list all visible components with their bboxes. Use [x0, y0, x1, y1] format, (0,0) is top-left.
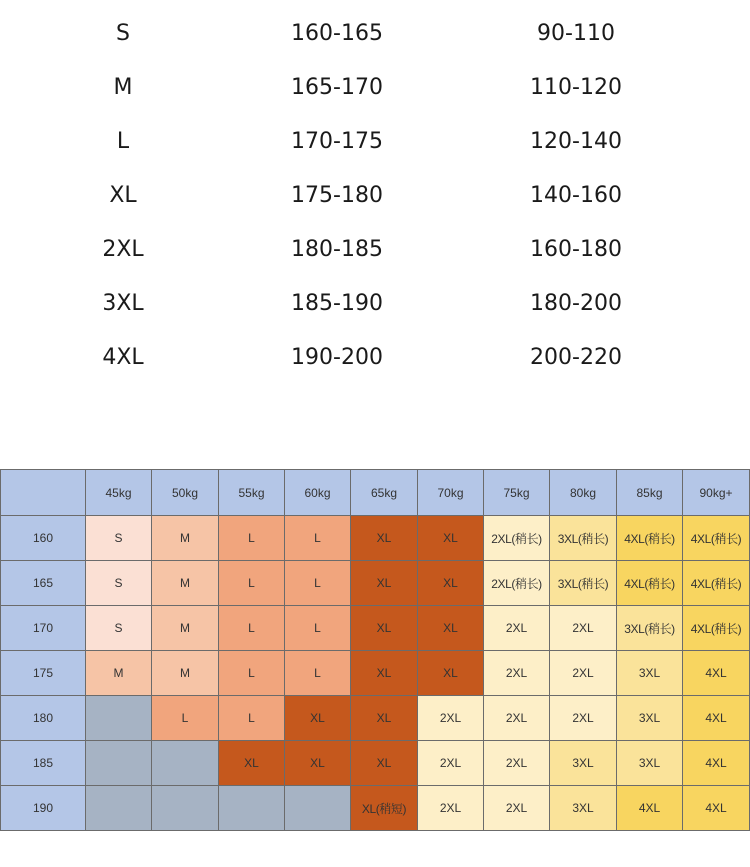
size-cell: XL — [418, 606, 484, 651]
size-cell: XL(稍短) — [351, 786, 418, 831]
size-cell: 3XL — [550, 786, 617, 831]
size-cell: M — [86, 651, 152, 696]
height-range: 170-175 — [291, 129, 383, 154]
height-header: 180 — [1, 696, 86, 741]
height-header: 175 — [1, 651, 86, 696]
size-cell — [152, 786, 219, 831]
weight-header: 85kg — [617, 470, 683, 516]
table-row — [1, 786, 750, 831]
size-cell: XL — [351, 561, 418, 606]
height-range: 165-170 — [291, 75, 383, 100]
size-cell: XL — [351, 606, 418, 651]
size-cell: 3XL — [617, 741, 683, 786]
size-cell — [86, 786, 152, 831]
size-cell: 3XL — [617, 696, 683, 741]
size-label: M — [113, 75, 133, 100]
size-cell: M — [152, 606, 219, 651]
size-label: XL — [109, 183, 137, 208]
size-cell: 2XL — [550, 606, 617, 651]
size-cell: 2XL — [484, 606, 550, 651]
size-cell: XL — [285, 696, 351, 741]
size-label: L — [116, 129, 130, 154]
size-cell: L — [285, 606, 351, 651]
size-cell: 3XL — [617, 651, 683, 696]
size-cell: 2XL — [484, 741, 550, 786]
weight-header: 50kg — [152, 470, 219, 516]
weight-header: 75kg — [484, 470, 550, 516]
weight-range: 140-160 — [530, 183, 622, 208]
height-header: 160 — [1, 516, 86, 561]
weight-range: 120-140 — [530, 129, 622, 154]
size-cell: M — [152, 516, 219, 561]
height-header: 190 — [1, 786, 86, 831]
size-cell: 2XL(稍长) — [484, 561, 550, 606]
size-cell: L — [219, 651, 285, 696]
corner-cell — [1, 470, 86, 516]
size-row — [0, 117, 750, 171]
size-cell — [152, 741, 219, 786]
size-cell: 4XL(稍长) — [683, 561, 750, 606]
size-cell: 2XL — [418, 741, 484, 786]
height-weight-size-matrix — [0, 469, 750, 831]
size-cell: 2XL — [418, 786, 484, 831]
size-row — [0, 333, 750, 387]
size-cell: L — [152, 696, 219, 741]
size-cell: 2XL — [484, 786, 550, 831]
size-cell: L — [219, 516, 285, 561]
height-range: 160-165 — [291, 21, 383, 46]
size-cell: 3XL(稍长) — [550, 561, 617, 606]
size-chart-list — [0, 9, 750, 387]
weight-header-row — [1, 470, 750, 516]
size-cell: 2XL — [550, 651, 617, 696]
table-row — [1, 741, 750, 786]
size-cell: XL — [351, 696, 418, 741]
table-row — [1, 516, 750, 561]
size-label: 4XL — [102, 345, 144, 370]
table-row — [1, 651, 750, 696]
size-cell: XL — [418, 516, 484, 561]
size-cell: L — [285, 516, 351, 561]
height-header: 170 — [1, 606, 86, 651]
size-cell: M — [152, 651, 219, 696]
height-range: 180-185 — [291, 237, 383, 262]
size-cell: 2XL — [484, 651, 550, 696]
height-range: 175-180 — [291, 183, 383, 208]
size-cell: 2XL — [484, 696, 550, 741]
size-cell: 4XL — [683, 786, 750, 831]
weight-range: 160-180 — [530, 237, 622, 262]
size-label: 3XL — [102, 291, 144, 316]
size-cell: L — [219, 606, 285, 651]
size-row — [0, 63, 750, 117]
size-cell — [86, 741, 152, 786]
size-cell: XL — [285, 741, 351, 786]
size-cell: L — [285, 561, 351, 606]
size-cell — [285, 786, 351, 831]
size-cell: 4XL — [683, 696, 750, 741]
size-label: 2XL — [102, 237, 144, 262]
weight-header: 60kg — [285, 470, 351, 516]
height-range: 185-190 — [291, 291, 383, 316]
weight-header: 90kg+ — [683, 470, 750, 516]
size-cell: 4XL(稍长) — [617, 516, 683, 561]
weight-header: 45kg — [86, 470, 152, 516]
size-cell: 2XL — [550, 696, 617, 741]
size-cell: 2XL(稍长) — [484, 516, 550, 561]
size-cell: 3XL — [550, 741, 617, 786]
size-cell: 3XL(稍长) — [550, 516, 617, 561]
size-cell: XL — [351, 516, 418, 561]
weight-header: 70kg — [418, 470, 484, 516]
table-row — [1, 696, 750, 741]
size-row — [0, 279, 750, 333]
size-row — [0, 225, 750, 279]
size-row — [0, 171, 750, 225]
size-cell: 4XL — [683, 741, 750, 786]
size-cell: L — [285, 651, 351, 696]
matrix-body — [1, 516, 750, 831]
height-header: 165 — [1, 561, 86, 606]
size-cell: XL — [351, 741, 418, 786]
size-cell: S — [86, 516, 152, 561]
size-cell — [86, 696, 152, 741]
size-cell: S — [86, 606, 152, 651]
size-cell: 4XL(稍长) — [617, 561, 683, 606]
weight-range: 200-220 — [530, 345, 622, 370]
size-cell: XL — [418, 651, 484, 696]
size-cell: M — [152, 561, 219, 606]
size-row — [0, 9, 750, 63]
table-row — [1, 606, 750, 651]
size-cell — [219, 786, 285, 831]
weight-range: 90-110 — [537, 21, 615, 46]
size-cell: S — [86, 561, 152, 606]
size-cell: 4XL(稍长) — [683, 606, 750, 651]
size-cell: 3XL(稍长) — [617, 606, 683, 651]
size-cell: 4XL — [617, 786, 683, 831]
weight-range: 180-200 — [530, 291, 622, 316]
size-cell: L — [219, 696, 285, 741]
weight-header: 55kg — [219, 470, 285, 516]
size-cell: XL — [351, 651, 418, 696]
size-cell: L — [219, 561, 285, 606]
size-cell: 2XL — [418, 696, 484, 741]
size-cell: 4XL(稍长) — [683, 516, 750, 561]
table-row — [1, 561, 750, 606]
size-cell: 4XL — [683, 651, 750, 696]
size-label: S — [116, 21, 130, 46]
weight-header: 80kg — [550, 470, 617, 516]
size-cell: XL — [219, 741, 285, 786]
height-header: 185 — [1, 741, 86, 786]
size-cell: XL — [418, 561, 484, 606]
weight-header: 65kg — [351, 470, 418, 516]
weight-range: 110-120 — [530, 75, 622, 100]
height-range: 190-200 — [291, 345, 383, 370]
